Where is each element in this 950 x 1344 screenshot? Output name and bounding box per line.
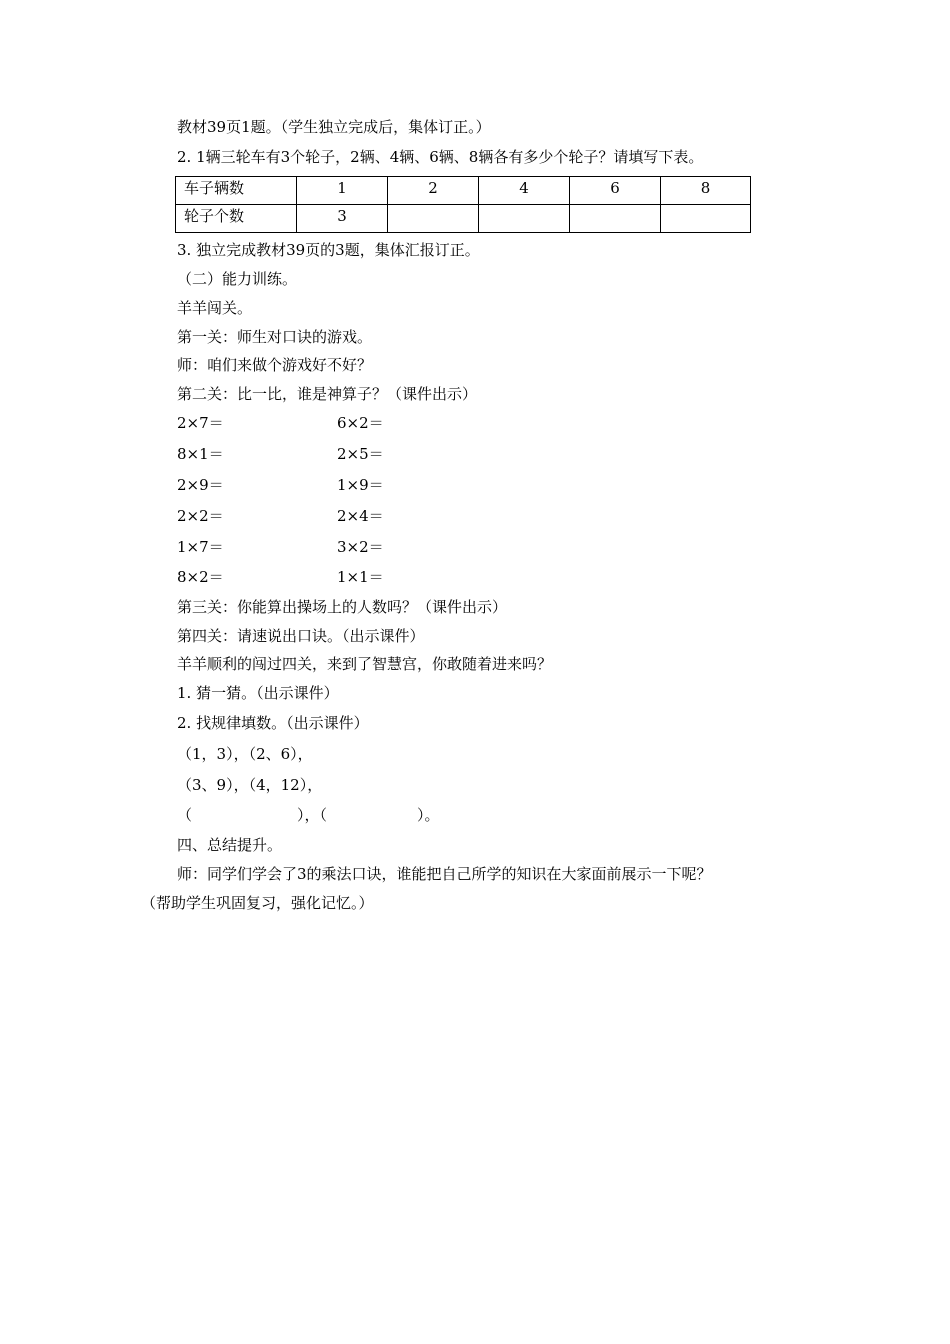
blank-open: （ [177,806,193,824]
pattern-pairs-2: （3、9），（4，12）， [177,776,323,794]
blank-close: ）。 [417,806,440,824]
level-two: 第二关：比一比，谁是神算子？（课件出示） [177,385,478,403]
table-cell: 4 [479,177,570,205]
pattern-blanks [177,806,440,824]
wisdom-palace-intro: 羊羊顺利的闯过四关，来到了智慧宫，你敢随着进来吗？ [177,655,553,673]
section-ability-training: （二）能力训练。 [177,270,298,288]
table-cell [479,205,570,233]
textbook-exercise-3: 3. 独立完成教材39页的3题，集体汇报订正。 [177,241,480,259]
equation-right: 2×4＝ [337,507,384,525]
teacher-summary-question: 师：同学们学会了3的乘法口诀，谁能把自己所学的知识在大家面前展示一下呢？ [177,865,712,883]
table-cell: 8 [661,177,751,205]
guess-activity: 1. 猜一猜。（出示课件） [177,684,339,702]
level-one: 第一关：师生对口诀的游戏。 [177,328,373,346]
sheep-challenge-title: 羊羊闯关。 [177,299,253,317]
table-cell [570,205,661,233]
table-row [176,177,751,205]
equation-left: 8×1＝ [177,445,224,463]
summary-purpose-note: （帮助学生巩固复习，强化记忆。） [141,894,374,912]
table-cell [661,205,751,233]
equation-left: 1×7＝ [177,538,224,556]
table-header-wheels: 轮子个数 [176,205,297,233]
wheels-table [175,176,751,233]
equation-right: 1×9＝ [337,476,384,494]
equation-right: 6×2＝ [337,414,384,432]
table-cell: 6 [570,177,661,205]
equation-left: 2×9＝ [177,476,224,494]
textbook-exercise-1: 教材39页1题。（学生独立完成后，集体订正。） [177,118,491,136]
equation-left: 2×2＝ [177,507,224,525]
equation-right: 3×2＝ [337,538,384,556]
equation-left: 8×2＝ [177,568,224,586]
table-cell: 2 [388,177,479,205]
table-row [176,205,751,233]
section-summary: 四、总结提升。 [177,836,283,854]
level-three: 第三关：你能算出操场上的人数吗？（课件出示） [177,598,508,616]
level-four: 第四关：请速说出口诀。（出示课件） [177,627,425,645]
pattern-activity: 2. 找规律填数。（出示课件） [177,714,369,732]
equation-left: 2×7＝ [177,414,224,432]
blank-separator: ），（ [297,806,328,824]
table-header-vehicles: 车子辆数 [176,177,297,205]
pattern-pairs-1: （1，3），（2、6）， [177,745,313,763]
teacher-line-game: 师：咱们来做个游戏好不好？ [177,356,373,374]
table-cell: 1 [297,177,388,205]
table-cell [388,205,479,233]
table-cell: 3 [297,205,388,233]
equation-right: 1×1＝ [337,568,384,586]
tricycle-question: 2. 1辆三轮车有3个轮子，2辆、4辆、6辆、8辆各有多少个轮子？请填写下表。 [177,148,704,166]
equation-right: 2×5＝ [337,445,384,463]
